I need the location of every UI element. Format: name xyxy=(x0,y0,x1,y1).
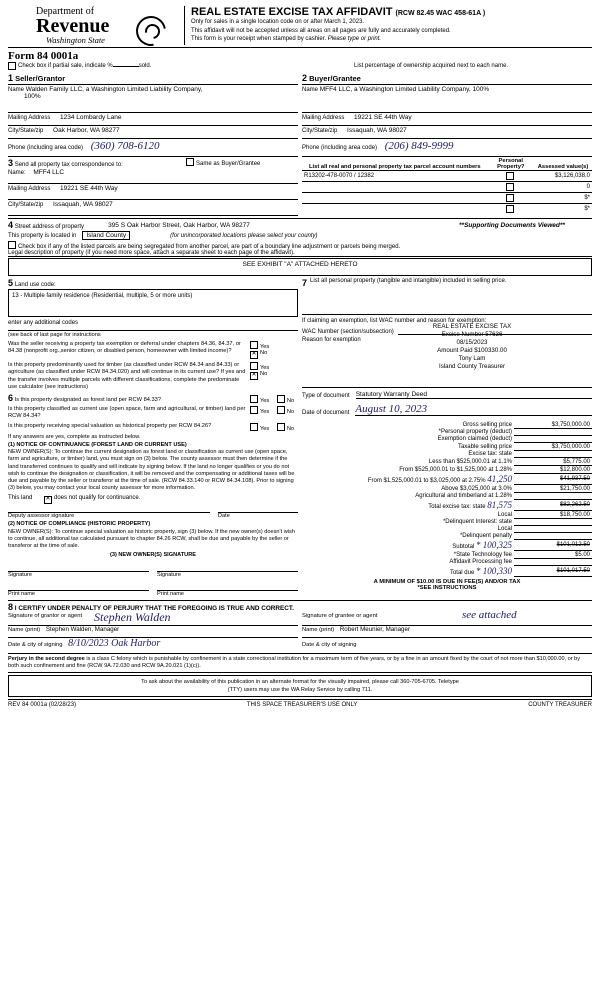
tax-label xyxy=(302,540,514,551)
grantor-name-label: Name (print) xyxy=(8,627,41,634)
stamp-line-4: Amount Paid $100330.00 xyxy=(437,347,507,354)
header-sub3-italic: Please type or print. xyxy=(327,36,382,42)
parcel-table-section xyxy=(302,158,592,216)
grantor-date-value[interactable]: 8/10/2023 Oak Harbor xyxy=(68,638,161,650)
forest-no-checkbox[interactable] xyxy=(277,395,285,403)
partial-sale-row xyxy=(8,62,258,70)
additional-codes-field[interactable] xyxy=(8,320,298,331)
seller-phone-field[interactable] xyxy=(8,139,298,157)
tax-label: Gross selling price xyxy=(462,421,512,428)
tax-label-text: Subtotal xyxy=(452,544,475,550)
question-historic-options[interactable]: Yes No xyxy=(250,423,298,432)
footer-center-note: THIS SPACE TREASURER'S USE ONLY xyxy=(246,702,358,709)
table-row xyxy=(302,500,592,511)
buyer-city-value: Issaquah, WA 98027 xyxy=(347,127,407,134)
deputy-assessor-signature-label[interactable]: Deputy assessor signature xyxy=(8,512,210,519)
tax-handwritten-override: * 100,325 xyxy=(476,540,512,550)
accessibility-note xyxy=(8,675,592,697)
corr-name-value: MFF4 LLC xyxy=(33,169,65,176)
exemption-no-checkbox[interactable] xyxy=(250,351,258,359)
buyer-phone-field[interactable] xyxy=(302,139,592,157)
stamp-line-5: Tony Lam xyxy=(458,355,486,362)
header-sub2: This affidavit will not be accepted unless all areas on all pages are fully and accurately completed. xyxy=(191,27,451,34)
certification-section xyxy=(8,600,592,651)
same-as-buyer-checkbox[interactable] xyxy=(186,158,194,166)
historic-yes-checkbox[interactable] xyxy=(250,423,258,431)
tax-label xyxy=(302,566,514,577)
table-row xyxy=(302,193,592,204)
located-in-note: (for unincorporated locations please select your county) xyxy=(170,232,318,239)
property-section xyxy=(8,218,592,276)
seller-name-field[interactable] xyxy=(8,85,298,113)
table-row xyxy=(302,443,592,451)
located-in-label: This property is located in xyxy=(8,232,77,239)
continuance-paragraph: NEW OWNER(S): To continue the current designation as forest land or classification as current use (open space, farm and agriculture, or timber) land, you must sign on (3) below. The county assessor must then determine if the land transferred continues to qualify and will indicate by signing below. If the land no longer qualifies or you do not wish to continue the designation or classification, it will be removed and the compensating or additional taxes will be due and payable by the seller or transferor at the time of sale. (RCW 84.33.140 or RCW 84.34.108). Prior to signing (3) below, you may contact your local county assessor for more information. xyxy=(8,449,295,492)
corr-mailing-label: Mailing Address xyxy=(8,186,51,192)
land-use-section xyxy=(8,278,298,597)
page-title-code: (RCW 82.45 WAC 458-61A ) xyxy=(395,10,486,17)
header-sub1: Only for sales in a single location code on or after March 1, 2023. xyxy=(191,19,365,25)
corr-name-field[interactable] xyxy=(8,168,298,184)
see-back-note: (see back of last page for instructions xyxy=(8,332,101,338)
land-use-code-value[interactable]: 13 - Multiple family residence (Residential, multiple, 5 or more units) xyxy=(8,289,298,317)
segregated-label: Check box if any of the listed parcels are being segregated from another parcel, are part of a boundary line adjustment or parcels being merged. xyxy=(18,244,401,250)
table-row xyxy=(302,540,592,551)
tax-label-text: Total due xyxy=(449,570,475,576)
document-header xyxy=(8,6,592,48)
tax-label-text: Total excise tax: state xyxy=(428,504,486,510)
corr-city-label: City/State/zip xyxy=(8,202,44,208)
treasurer-stamp xyxy=(372,323,572,371)
partial-sale-suffix: sold. xyxy=(138,63,152,69)
seller-name-value2: 100% xyxy=(24,93,41,100)
personal-property-value[interactable] xyxy=(302,288,592,315)
same-as-buyer-label: Same as Buyer/Grantee xyxy=(196,161,261,167)
table-row xyxy=(302,493,592,500)
personal-property-checkbox-cell[interactable] xyxy=(488,182,534,193)
agency-logo-block xyxy=(8,6,184,45)
tax-handwritten-override: 41,250 xyxy=(487,474,512,484)
buyer-mailing-value: 19221 SE 44th Way xyxy=(354,114,412,121)
located-in-value[interactable]: Island County xyxy=(82,231,130,240)
buyer-city-label: City/State/zip xyxy=(302,128,338,134)
title-block xyxy=(184,6,592,45)
seller-name-label: Name xyxy=(8,87,25,93)
historic-compliance-heading: (2) NOTICE OF COMPLIANCE (HISTORIC PROPERTY) xyxy=(8,521,151,528)
legal-description-value[interactable]: SEE EXHIBIT "A" ATTACHED HERETO xyxy=(8,258,592,276)
form-number: Form 84 0001a xyxy=(8,50,79,62)
buyer-mailing-label: Mailing Address xyxy=(302,115,345,121)
exemption-reason-label: Reason for exemption xyxy=(302,337,361,343)
table-row xyxy=(302,204,592,215)
question-timber-options[interactable]: Yes ✕No xyxy=(250,362,298,380)
tax-amount[interactable] xyxy=(514,559,592,566)
land-use-label: Land use code: xyxy=(14,282,56,288)
additional-codes-label: enter any additional codes xyxy=(8,320,79,326)
document-date-label: Date of document xyxy=(302,410,350,416)
personal-property-number: 7 xyxy=(302,278,308,288)
tax-label: Local xyxy=(497,526,512,532)
seller-section-label: Seller/Grantor xyxy=(15,74,66,83)
question-forest-options[interactable]: Yes No xyxy=(250,395,298,404)
grantee-name-value[interactable]: Robert Meunier, Manager xyxy=(339,626,411,634)
corr-city-field[interactable] xyxy=(8,200,298,216)
grantee-name-label: Name (print) xyxy=(302,627,335,634)
correspondence-number: 3 xyxy=(8,158,14,168)
grantor-date-label: Date & city of signing xyxy=(8,642,63,649)
personal-property-label: List all personal property (tangible and intangible) included in selling price. xyxy=(310,278,507,284)
currentuse-yes-checkbox[interactable] xyxy=(250,406,258,414)
buyer-phone-value: (206) 849-9999 xyxy=(384,140,454,152)
tax-label: Taxable selling price xyxy=(457,443,512,450)
personal-property-checkbox-cell[interactable] xyxy=(488,204,534,215)
question-forest-label: Is this property designated as forest land per RCW 84.33? xyxy=(14,396,161,403)
same-as-buyer-row[interactable] xyxy=(186,158,298,167)
certification-title: I CERTIFY UNDER PENALTY OF PERJURY THAT THE FOREGOING IS TRUE AND CORRECT. xyxy=(14,605,294,613)
buyer-section-title xyxy=(302,73,592,85)
agency-state-label: Washington State xyxy=(46,35,105,45)
question-exemption-options[interactable]: Yes ✕No xyxy=(250,341,298,359)
section6-number: 6 xyxy=(8,392,14,403)
buyer-section-label: Buyer/Grantee xyxy=(309,74,361,83)
exemption-instruction: If claiming an exemption, list WAC number and reason for exemption: xyxy=(302,318,487,324)
accessibility-line-1: To ask about the availability of this publication in an alternate format for the visually impaired, please call 360-705-6705. Teletype xyxy=(141,679,459,686)
deputy-assessor-date-label[interactable]: Date xyxy=(218,512,298,519)
assessed-value[interactable]: 0 xyxy=(534,182,592,193)
tax-amount[interactable]: $3,750,000.00 xyxy=(514,443,592,451)
tax-amount[interactable]: $21,750.00 xyxy=(514,485,592,493)
header-sub3 xyxy=(191,35,592,44)
tax-amount[interactable]: $12,800.00 xyxy=(514,466,592,474)
land-use-number: 5 xyxy=(8,278,14,288)
page-title-text: REAL ESTATE EXCISE TAX AFFIDAVIT xyxy=(191,6,393,18)
question-historic-text: Is this property receiving special valuation as historical property per RCW 84.26? xyxy=(8,422,212,429)
timber-yes-checkbox[interactable] xyxy=(250,362,258,370)
seller-mailing-value: 1234 Lombardy Lane xyxy=(60,114,122,121)
tax-amount[interactable] xyxy=(514,493,592,500)
if-any-yes-note: If any answers are yes, complete as instructed below. xyxy=(8,433,141,440)
seller-phone-label: Phone (including area code) xyxy=(8,145,84,151)
document-date-value[interactable]: August 10, 2023 xyxy=(355,403,592,416)
tax-amount[interactable]: $5.00 xyxy=(514,551,592,559)
buyer-section xyxy=(302,73,592,157)
grantee-signature-value[interactable]: see attached xyxy=(462,609,517,622)
partial-sale-label: Check box if partial sale, indicate % xyxy=(18,63,113,69)
tax-handwritten-override: * 100,330 xyxy=(476,566,512,576)
seller-city-value: Oak Harbor, WA 98277 xyxy=(53,127,120,134)
buyer-name-field[interactable] xyxy=(302,85,592,113)
parcel-number[interactable] xyxy=(302,182,488,193)
new-owner-printname-label-1[interactable]: Print name xyxy=(8,590,149,597)
historic-no-checkbox[interactable] xyxy=(277,423,285,431)
ownership-percent-note: List percentage of ownership acquired next to each name. xyxy=(354,62,509,69)
table-row xyxy=(302,182,592,193)
tax-amount[interactable]: $18,750.00 xyxy=(514,511,592,519)
segregated-checkbox[interactable] xyxy=(8,241,16,249)
seller-phone-value: (360) 708-6120 xyxy=(90,140,160,152)
tax-amount[interactable]: $101,012.50 xyxy=(514,540,592,551)
seller-name-value: Walden Family LLC, a Washington Limited Liability Company, xyxy=(25,86,203,93)
seller-mailing-field[interactable] xyxy=(8,113,298,126)
buyer-mailing-field[interactable] xyxy=(302,113,592,126)
grantor-name-value[interactable]: Stephen Walden, Manager xyxy=(45,626,120,634)
grantor-signature-label: Signature of grantor or agent xyxy=(8,613,83,620)
tax-handwritten-override: 81,575 xyxy=(487,500,512,510)
question-exemption-text: Was the seller receiving a property tax exemption or deferral under chapters 84.36, 84.37, or 84.38 (nonprofit org.,senior citizen, or disabled person, homeowner with limited income)? xyxy=(8,341,241,355)
personal-property-checkbox[interactable] xyxy=(506,194,514,202)
corr-mailing-field[interactable] xyxy=(8,184,298,200)
tax-label: Affidavit Processing fee xyxy=(449,559,512,565)
historic-compliance-paragraph: NEW OWNER(S): To continue special valuation as historic property, sign (3) below. If the new owner(s) doesn't wish to continue, all additional tax calculated pursuant to chapter 84.26 RCW, shall be due and payable by the seller or transferor at the time of sale. xyxy=(8,528,295,550)
question-currentuse-text: Is this property classified as current use (open space, farm and agricultural, or timber) land per RCW 84.34? xyxy=(8,406,246,420)
personal-property-checkbox[interactable] xyxy=(506,172,514,180)
seller-city-label: City/State/zip xyxy=(8,128,44,134)
tax-label: *Personal property (deduct) xyxy=(438,429,512,435)
buyer-section-number: 2 xyxy=(302,73,308,83)
footer-county-treasurer: COUNTY TREASURER xyxy=(528,702,592,709)
supporting-docs-note: **Supporting Documents Viewed** xyxy=(459,221,565,229)
correspondence-section xyxy=(8,158,298,216)
this-land-row[interactable] xyxy=(8,495,298,504)
see-instructions-note: *SEE INSTRUCTIONS xyxy=(417,585,477,591)
correspondence-label: Send all property tax correspondence to: xyxy=(14,162,123,168)
grantee-signature-label: Signature of grantee or agent xyxy=(302,613,378,620)
grantee-date-label: Date & city of signing xyxy=(302,642,357,649)
table-row xyxy=(302,429,592,436)
perjury-bold-lead: Perjury in the second degree xyxy=(8,656,85,663)
timber-no-checkbox[interactable] xyxy=(250,372,258,380)
assessed-value[interactable]: $* xyxy=(534,204,592,215)
question-timber-text xyxy=(8,362,250,392)
tax-amount[interactable]: $5,775.00 xyxy=(514,458,592,466)
assessed-col-header: Assessed value(s) xyxy=(537,164,589,170)
exemption-yes-checkbox[interactable] xyxy=(250,341,258,349)
tax-amount[interactable]: $101,017.50 xyxy=(514,566,592,577)
tax-label: *State Technology fee xyxy=(453,551,512,558)
page-title xyxy=(191,6,592,18)
tax-amount[interactable]: $41,937.50 xyxy=(514,474,592,485)
buyer-city-field[interactable] xyxy=(302,126,592,139)
agency-revenue-label: Revenue xyxy=(36,15,110,37)
header-sub3-text: This form is your receipt when stamped by cashier. xyxy=(191,36,327,42)
question-forest-text xyxy=(8,392,250,404)
table-row xyxy=(302,511,592,519)
tax-label: From $525,000.01 to $1,525,000 at 1.28% xyxy=(399,466,512,473)
document-type-label: Type of document xyxy=(302,393,350,399)
table-row xyxy=(302,171,592,182)
tax-label: Less than $525,000.01 at 1.1% xyxy=(428,458,512,465)
assessed-value[interactable]: $3,126,038.0 xyxy=(534,171,592,182)
question-currentuse-options[interactable]: Yes No xyxy=(250,406,298,415)
stamp-line-1: REAL ESTATE EXCISE TAX xyxy=(432,323,512,330)
table-row xyxy=(302,436,592,443)
tax-label: *Delinquent penalty xyxy=(459,533,512,539)
partial-sale-checkbox[interactable] xyxy=(8,62,16,70)
table-row xyxy=(302,466,592,474)
partial-sale-percent-input[interactable] xyxy=(113,66,139,67)
grantor-signature-value[interactable]: Stephen Walden xyxy=(94,610,171,625)
tax-amount[interactable] xyxy=(514,526,592,533)
personal-col-header: Personal Property? xyxy=(497,158,525,170)
tax-amount[interactable] xyxy=(514,429,592,436)
tax-label-text: From $1,525,000.01 to $3,025,000 at 2.75% xyxy=(367,478,486,484)
certification-number: 8 xyxy=(8,602,14,613)
question-timber-label: Is this property predominantly used for timber (as classified under RCW 84.34 and 84.33) or agriculture (as classified under RCW 84.34.020) and will continue in its current use? If yes and the transfer involves multiple parcels with different classifications, complete the predominate use calculator (see instructions) xyxy=(8,362,246,391)
tax-amount[interactable]: $82,262.50 xyxy=(514,500,592,511)
table-row xyxy=(302,533,592,540)
continuance-heading: (1) NOTICE OF CONTINUANCE (FOREST LAND OR CURRENT USE) xyxy=(8,442,187,449)
currentuse-no-checkbox[interactable] xyxy=(277,406,285,414)
table-row xyxy=(302,566,592,577)
tax-amount[interactable]: $3,750,000.00 xyxy=(514,421,592,429)
new-owner-printname-label-2[interactable]: Print name xyxy=(157,590,298,597)
corr-mailing-value: 19221 SE 44th Way xyxy=(60,185,118,192)
corr-name-label: Name: xyxy=(8,170,26,176)
new-owner-signature-label-2[interactable]: Signature xyxy=(157,571,298,578)
personal-property-checkbox[interactable] xyxy=(506,205,514,213)
minimum-due-note: A MINIMUM OF $10.00 IS DUE IN FEE(S) AND/OR TAX xyxy=(373,579,521,585)
tax-computation-table xyxy=(302,421,592,577)
table-row xyxy=(302,551,592,559)
seller-section xyxy=(8,73,298,157)
tax-amount[interactable] xyxy=(514,436,592,443)
forest-yes-checkbox[interactable] xyxy=(250,395,258,403)
perjury-text: is a class C felony which is punishable by confinement in a state correctional institution for a maximum term of five years, or by a fine in an amount fixed by the court of not more than $10,000.00, or by both such confinement and fine (RCW 9A.72.030 and RCW 9A.20.021 (1)(c)). xyxy=(8,656,581,670)
agency-dept-label: Department of xyxy=(36,6,95,17)
not-qualify-continuance-label: does not qualify for continuance. xyxy=(54,495,141,502)
tax-computation-section xyxy=(302,278,592,597)
document-footer xyxy=(8,699,592,708)
buyer-name-value: MFF4 LLC, a Washington Limited Liability Company, 100% xyxy=(319,86,490,93)
assessed-value[interactable]: $* xyxy=(534,193,592,204)
tax-label: Excise tax: state xyxy=(468,451,512,457)
table-row xyxy=(302,458,592,466)
personal-property-checkbox[interactable] xyxy=(506,183,514,191)
new-owner-signature-heading: (3) NEW OWNER(S) SIGNATURE xyxy=(110,552,196,559)
street-address-value[interactable]: 395 S Oak Harbor Street, Oak Harbor, WA 98277 xyxy=(108,221,250,229)
parcel-number[interactable]: R13202-478-0070 / 12382 xyxy=(302,171,488,182)
stamp-line-3: 08/15/2023 xyxy=(456,339,488,346)
document-type-value[interactable]: Statutory Warranty Deed xyxy=(356,391,592,399)
tax-label: *Delinquent Interest: state xyxy=(442,519,512,525)
corr-city-value: Issaquah, WA 98027 xyxy=(53,201,113,208)
tax-label xyxy=(302,474,514,485)
tax-label: Exemption claimed (deduct) xyxy=(437,436,512,442)
tax-label xyxy=(302,500,514,511)
segregated-row[interactable] xyxy=(8,241,592,250)
buyer-phone-label: Phone (including area code) xyxy=(302,145,378,151)
table-row xyxy=(302,526,592,533)
table-row xyxy=(302,485,592,493)
parcel-table xyxy=(302,158,592,214)
new-owner-signature-label-1[interactable]: Signature xyxy=(8,571,149,578)
seller-section-number: 1 xyxy=(8,73,14,83)
tax-label: Agricultural and timberland at 1.28% xyxy=(415,493,512,499)
parcel-number[interactable] xyxy=(302,193,488,204)
tax-amount[interactable] xyxy=(514,519,592,526)
table-row xyxy=(302,421,592,429)
personal-property-checkbox-cell[interactable] xyxy=(488,193,534,204)
parcel-col-header: List all real and personal property tax parcel account numbers xyxy=(308,164,481,170)
table-row xyxy=(302,474,592,485)
table-row xyxy=(302,519,592,526)
not-qualify-continuance-checkbox[interactable] xyxy=(44,496,52,504)
buyer-name-label: Name xyxy=(302,87,319,93)
seller-section-title xyxy=(8,73,298,85)
perjury-note xyxy=(8,653,592,673)
street-address-label: Street address of property xyxy=(14,224,85,230)
personal-property-checkbox-cell[interactable] xyxy=(488,171,534,182)
parcel-number[interactable] xyxy=(302,204,488,215)
correspondence-title xyxy=(8,158,186,168)
stamp-line-2: Excise Number 57636 xyxy=(441,331,503,338)
footer-revision: REV 84 0001a (02/28/23) xyxy=(8,702,77,709)
wac-number-label: WAC Number (section/subsection) xyxy=(302,329,394,335)
tax-amount[interactable] xyxy=(514,451,592,458)
table-row xyxy=(302,559,592,566)
accessibility-line-2: (TTY) users may use the WA Relay Service by calling 711. xyxy=(227,687,373,694)
legal-description-label: Legal description of property (if you need more space, attach a separate sheet to each page of the affidavit). xyxy=(8,250,592,257)
this-land-label: This land xyxy=(8,495,33,502)
property-section-number: 4 xyxy=(8,220,14,230)
tax-amount[interactable] xyxy=(514,533,592,540)
seller-city-field[interactable] xyxy=(8,126,298,139)
stamp-line-6: Island County Treasurer xyxy=(438,363,506,370)
tax-label: Above $3,025,000 at 3.0% xyxy=(441,485,512,492)
seller-mailing-label: Mailing Address xyxy=(8,115,51,121)
tax-label: Local xyxy=(497,511,512,518)
table-row xyxy=(302,451,592,458)
